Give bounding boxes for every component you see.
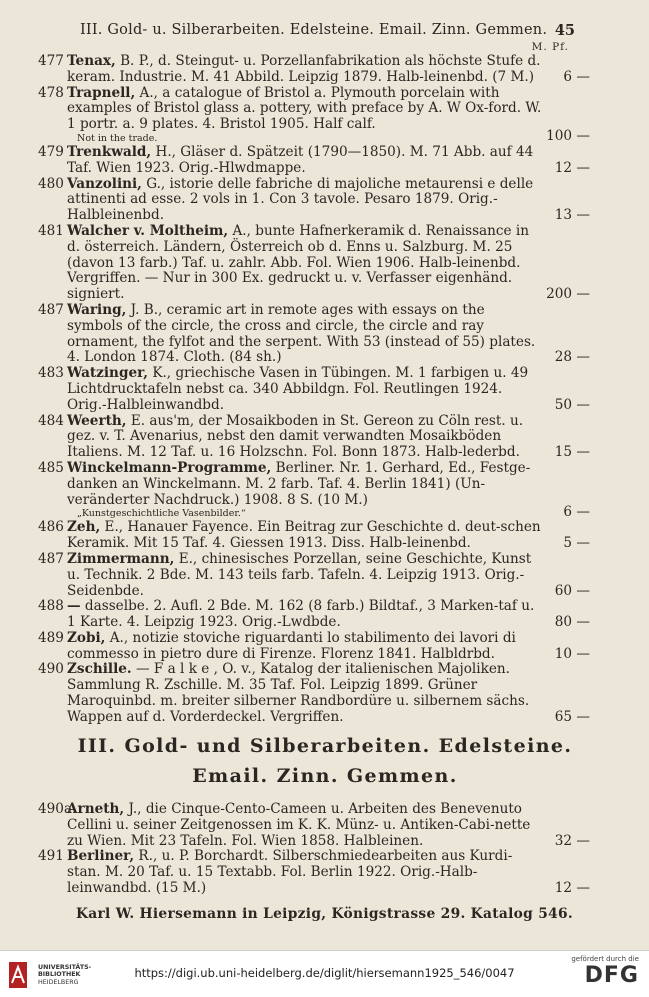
entry-price: 5 — xyxy=(563,535,590,552)
entry-number: 481 xyxy=(38,222,64,239)
publisher-footer: Karl W. Hiersemann in Leipzig, Königstrasse 29. Katalog 546. xyxy=(75,906,574,922)
entry-price: 28 — xyxy=(554,349,590,366)
entry-description: Berliner. Nr. 1. Gerhard, Ed., Festge-danken an Winckelmann. M. 2 farb. Taf. 4. Berlin 1841) (Un-veränderter Nachdruck.) 1908. 8 S. (10 M.) xyxy=(67,459,531,508)
entry-author: Arneth, xyxy=(67,801,125,817)
entry-text xyxy=(67,86,542,133)
entry-price: 100 — xyxy=(546,128,590,145)
entry-author: Watzinger, xyxy=(67,365,148,382)
catalog-entry xyxy=(38,412,590,461)
entry-price: 6 — xyxy=(563,68,590,85)
entry-number: 490 xyxy=(38,661,64,678)
entry-text xyxy=(67,177,542,224)
library-name: UNIVERSITÄTS- BIBLIOTHEK HEIDELBERG xyxy=(38,964,92,986)
entry-description: A., bunte Hafnerkeramik d. Renaissance in d. österreich. Ländern, Österreich ob d. Enns u. Salzburg. M. 25 (davon 13 farb.) Taf. u. zahlr. Abb. Fol. Wien 1906. Halb-leinenbd. Vergriffen. — Nur in 300 Ex. gedruckt u. v. Verfasser eigenhänd. signiert. xyxy=(67,222,529,303)
entry-description: E., chinesisches Porzellan, seine Geschichte, Kunst u. Technik. 2 Bde. M. 143 teils farb. Tafeln. 4. Leipzig 1913. Orig.-Seidenbde. xyxy=(67,550,532,599)
entry-price: 13 — xyxy=(554,207,590,224)
entry-price: 80 — xyxy=(554,614,590,631)
catalog-entry xyxy=(38,550,590,599)
entry-text xyxy=(67,849,542,896)
entry-text xyxy=(67,552,542,599)
entry-number: 487 xyxy=(38,301,64,318)
entry-author: Waring, xyxy=(67,301,127,318)
entry-number: 490a xyxy=(38,801,73,817)
funding-label: gefördert durch die xyxy=(571,955,639,963)
entry-text xyxy=(67,414,542,461)
entry-note: „Kunstgeschichtliche Vasenbilder.“ xyxy=(77,508,246,520)
entry-text xyxy=(67,145,542,177)
entry-description: A., a catalogue of Bristol a. Plymouth porcelain with examples of Bristol glass a. pottery, with preface by A. W Ox-ford. W. 1 portr. a. 9 plates. 4. Bristol 1905. Half calf. xyxy=(67,84,542,133)
catalog-entry xyxy=(38,519,590,552)
page-url[interactable]: https://digi.ub.uni-heidelberg.de/diglit/hiersemann1925_546/0047 xyxy=(134,966,515,980)
entry-description: K., griechische Vasen in Tübingen. M. 1 farbigen u. 49 Lichtdrucktafeln nebst ca. 340 Abbildgn. Fol. Reutlingen 1924. Orig.-Halbleinwandbd. xyxy=(67,365,529,413)
entry-author: Berliner, xyxy=(67,848,135,865)
entry-number: 478 xyxy=(38,84,64,101)
page-number: 45 xyxy=(554,22,575,39)
catalog-entry xyxy=(38,459,590,520)
section-title: III. Gold- und Silberarbeiten. Edelsteine. xyxy=(77,735,573,757)
entry-text xyxy=(67,54,542,86)
entry-author: Zschille. xyxy=(67,661,132,678)
entry-list-section xyxy=(38,801,590,897)
entry-text xyxy=(67,461,542,508)
catalog-entry xyxy=(38,143,590,177)
entry-author: Zimmermann, xyxy=(67,550,175,567)
entry-description: J., die Cinque-Cento-Cameen u. Arbeiten des Benevenuto Cellini u. seiner Zeitgenossen im K. K. Münz- u. Antiken-Cabi-nette zu Wien. Mit 23 Tafeln. Fol. Wien 1858. Halbleinen. xyxy=(67,801,531,849)
viewer-bar xyxy=(0,950,649,997)
entry-price: 65 — xyxy=(554,708,590,725)
entry-number: 479 xyxy=(38,143,64,160)
entry-price: 50 — xyxy=(554,396,590,413)
running-title: III. Gold- u. Silberarbeiten. Edelsteine. Email. Zinn. Gemmen. xyxy=(80,22,548,38)
entry-description: E., Hanauer Fayence. Ein Beitrag zur Geschichte d. deut-schen Keramik. Mit 15 Taf. 4. Giessen 1913. Diss. Halb-leinenbd. xyxy=(67,519,541,552)
entry-number: 487 xyxy=(38,550,64,567)
entry-text xyxy=(67,224,542,303)
entry-description: E. aus'm, der Mosaikboden in St. Gereon zu Cöln rest. u. gez. v. T. Avenarius, nebst den damit verwandten Mosaikböden Italiens. M. 12 Taf. u. 16 Holzschn. Fol. Bonn 1873. Halb-lederbd. xyxy=(67,412,524,461)
catalog-entry xyxy=(38,301,590,366)
entry-description: A., notizie stoviche riguardanti lo stabilimento dei lavori di commesso in pietro dure di Firenze. Florenz 1841. Halbldrbd. xyxy=(67,629,516,662)
entry-price: 10 — xyxy=(554,645,590,662)
entry-price: 12 — xyxy=(554,879,590,896)
entry-price: 60 — xyxy=(554,582,590,599)
entry-description: G., istorie delle fabriche di majoliche metaurensi e delle attinenti ad esse. 2 vols in 1. Con 3 tavole. Pesaro 1879. Orig.-Halbleinenbd. xyxy=(67,175,534,224)
entry-text xyxy=(67,599,542,631)
catalog-entry xyxy=(38,53,590,86)
entry-number: 491 xyxy=(38,848,64,865)
entry-description: R., u. P. Borchardt. Silberschmiedearbeiten aus Kurdi-stan. M. 20 Taf. u. 15 Textabb. Fol. Berlin 1922. Orig.-Halb-leinwandbd. (15 M.) xyxy=(67,848,513,896)
entry-text xyxy=(67,631,542,663)
entry-number: 486 xyxy=(38,519,64,536)
catalog-entry xyxy=(38,801,590,849)
entry-author: Winckelmann-Programme, xyxy=(67,459,272,476)
entry-number: 485 xyxy=(38,459,64,476)
entry-note: Not in the trade. xyxy=(77,132,158,144)
entry-text xyxy=(67,366,542,413)
currency-header: M. Pf. xyxy=(531,41,569,53)
entry-author: Zobi, xyxy=(67,629,106,646)
entry-number: 488 xyxy=(38,598,64,615)
entry-author: Vanzolini, xyxy=(67,175,142,192)
catalog-entry xyxy=(38,84,590,145)
entry-price: 12 — xyxy=(554,159,590,176)
entry-text xyxy=(67,520,542,552)
entry-text xyxy=(67,662,542,725)
entry-number: 477 xyxy=(38,53,64,69)
catalog-entry xyxy=(38,629,590,663)
entry-author: Weerth, xyxy=(67,412,127,429)
entry-author: — xyxy=(67,598,81,615)
catalog-entry xyxy=(38,365,590,413)
dfg-logo-text: DFG xyxy=(584,963,639,988)
entry-number: 480 xyxy=(38,175,64,192)
catalog-entry xyxy=(38,848,590,896)
entry-author: Tenax, xyxy=(67,53,116,69)
entry-description: J. B., ceramic art in remote ages with essays on the symbols of the circle, the cross and circle, the circle and ray ornament, the fylfot and the serpent. With 53 (instead of 55) plates. 4. London 1874. Cloth. (84 sh.) xyxy=(67,301,536,366)
catalog-entry xyxy=(38,222,590,303)
entry-price: 15 — xyxy=(554,444,590,461)
catalog-entry xyxy=(38,175,590,224)
entry-author: Walcher v. Moltheim, xyxy=(67,222,229,239)
entry-description: — F a l k e , O. v., Katalog der italienischen Majoliken. Sammlung R. Zschille. M. 35 Taf. Fol. Leipzig 1899. Grüner Maroquinbd. m. breiter silberner Randbordüre u. silbernem sächs. Wappen auf d. Vorderdeckel. Vergriffen. xyxy=(67,661,530,725)
entry-price: 200 — xyxy=(546,286,590,303)
entry-description: dasselbe. 2. Aufl. 2 Bde. M. 162 (8 farb.) Bildtaf., 3 Marken-taf u. 1 Karte. 4. Leipzig 1923. Orig.-Lwdbde. xyxy=(67,598,535,631)
entry-price: 32 — xyxy=(554,832,590,849)
entry-description: B. P., d. Steingut- u. Porzellanfabrikation als höchste Stufe d. keram. Industrie. M. 41 Abbild. Leipzig 1879. Halb-leinenbd. (7 M.) xyxy=(67,53,541,85)
catalog-entry xyxy=(38,661,590,725)
entry-author: Trapnell, xyxy=(67,84,136,101)
entry-number: 484 xyxy=(38,412,64,429)
entry-author: Zeh, xyxy=(67,519,101,536)
funding-logo[interactable] xyxy=(559,955,639,988)
catalog-entry xyxy=(38,598,590,631)
entry-list xyxy=(38,53,590,726)
entry-number: 483 xyxy=(38,365,64,382)
section-subtitle: Email. Zinn. Gemmen. xyxy=(192,765,458,787)
entry-author: Trenkwald, xyxy=(67,143,152,160)
entry-text xyxy=(67,303,542,366)
entry-number: 489 xyxy=(38,629,64,646)
entry-description: H., Gläser d. Spätzeit (1790—1850). M. 71 Abb. auf 44 Taf. Wien 1923. Orig.-Hlwdmappe. xyxy=(67,143,534,176)
entry-price: 6 — xyxy=(563,503,590,520)
entry-text xyxy=(67,802,542,849)
